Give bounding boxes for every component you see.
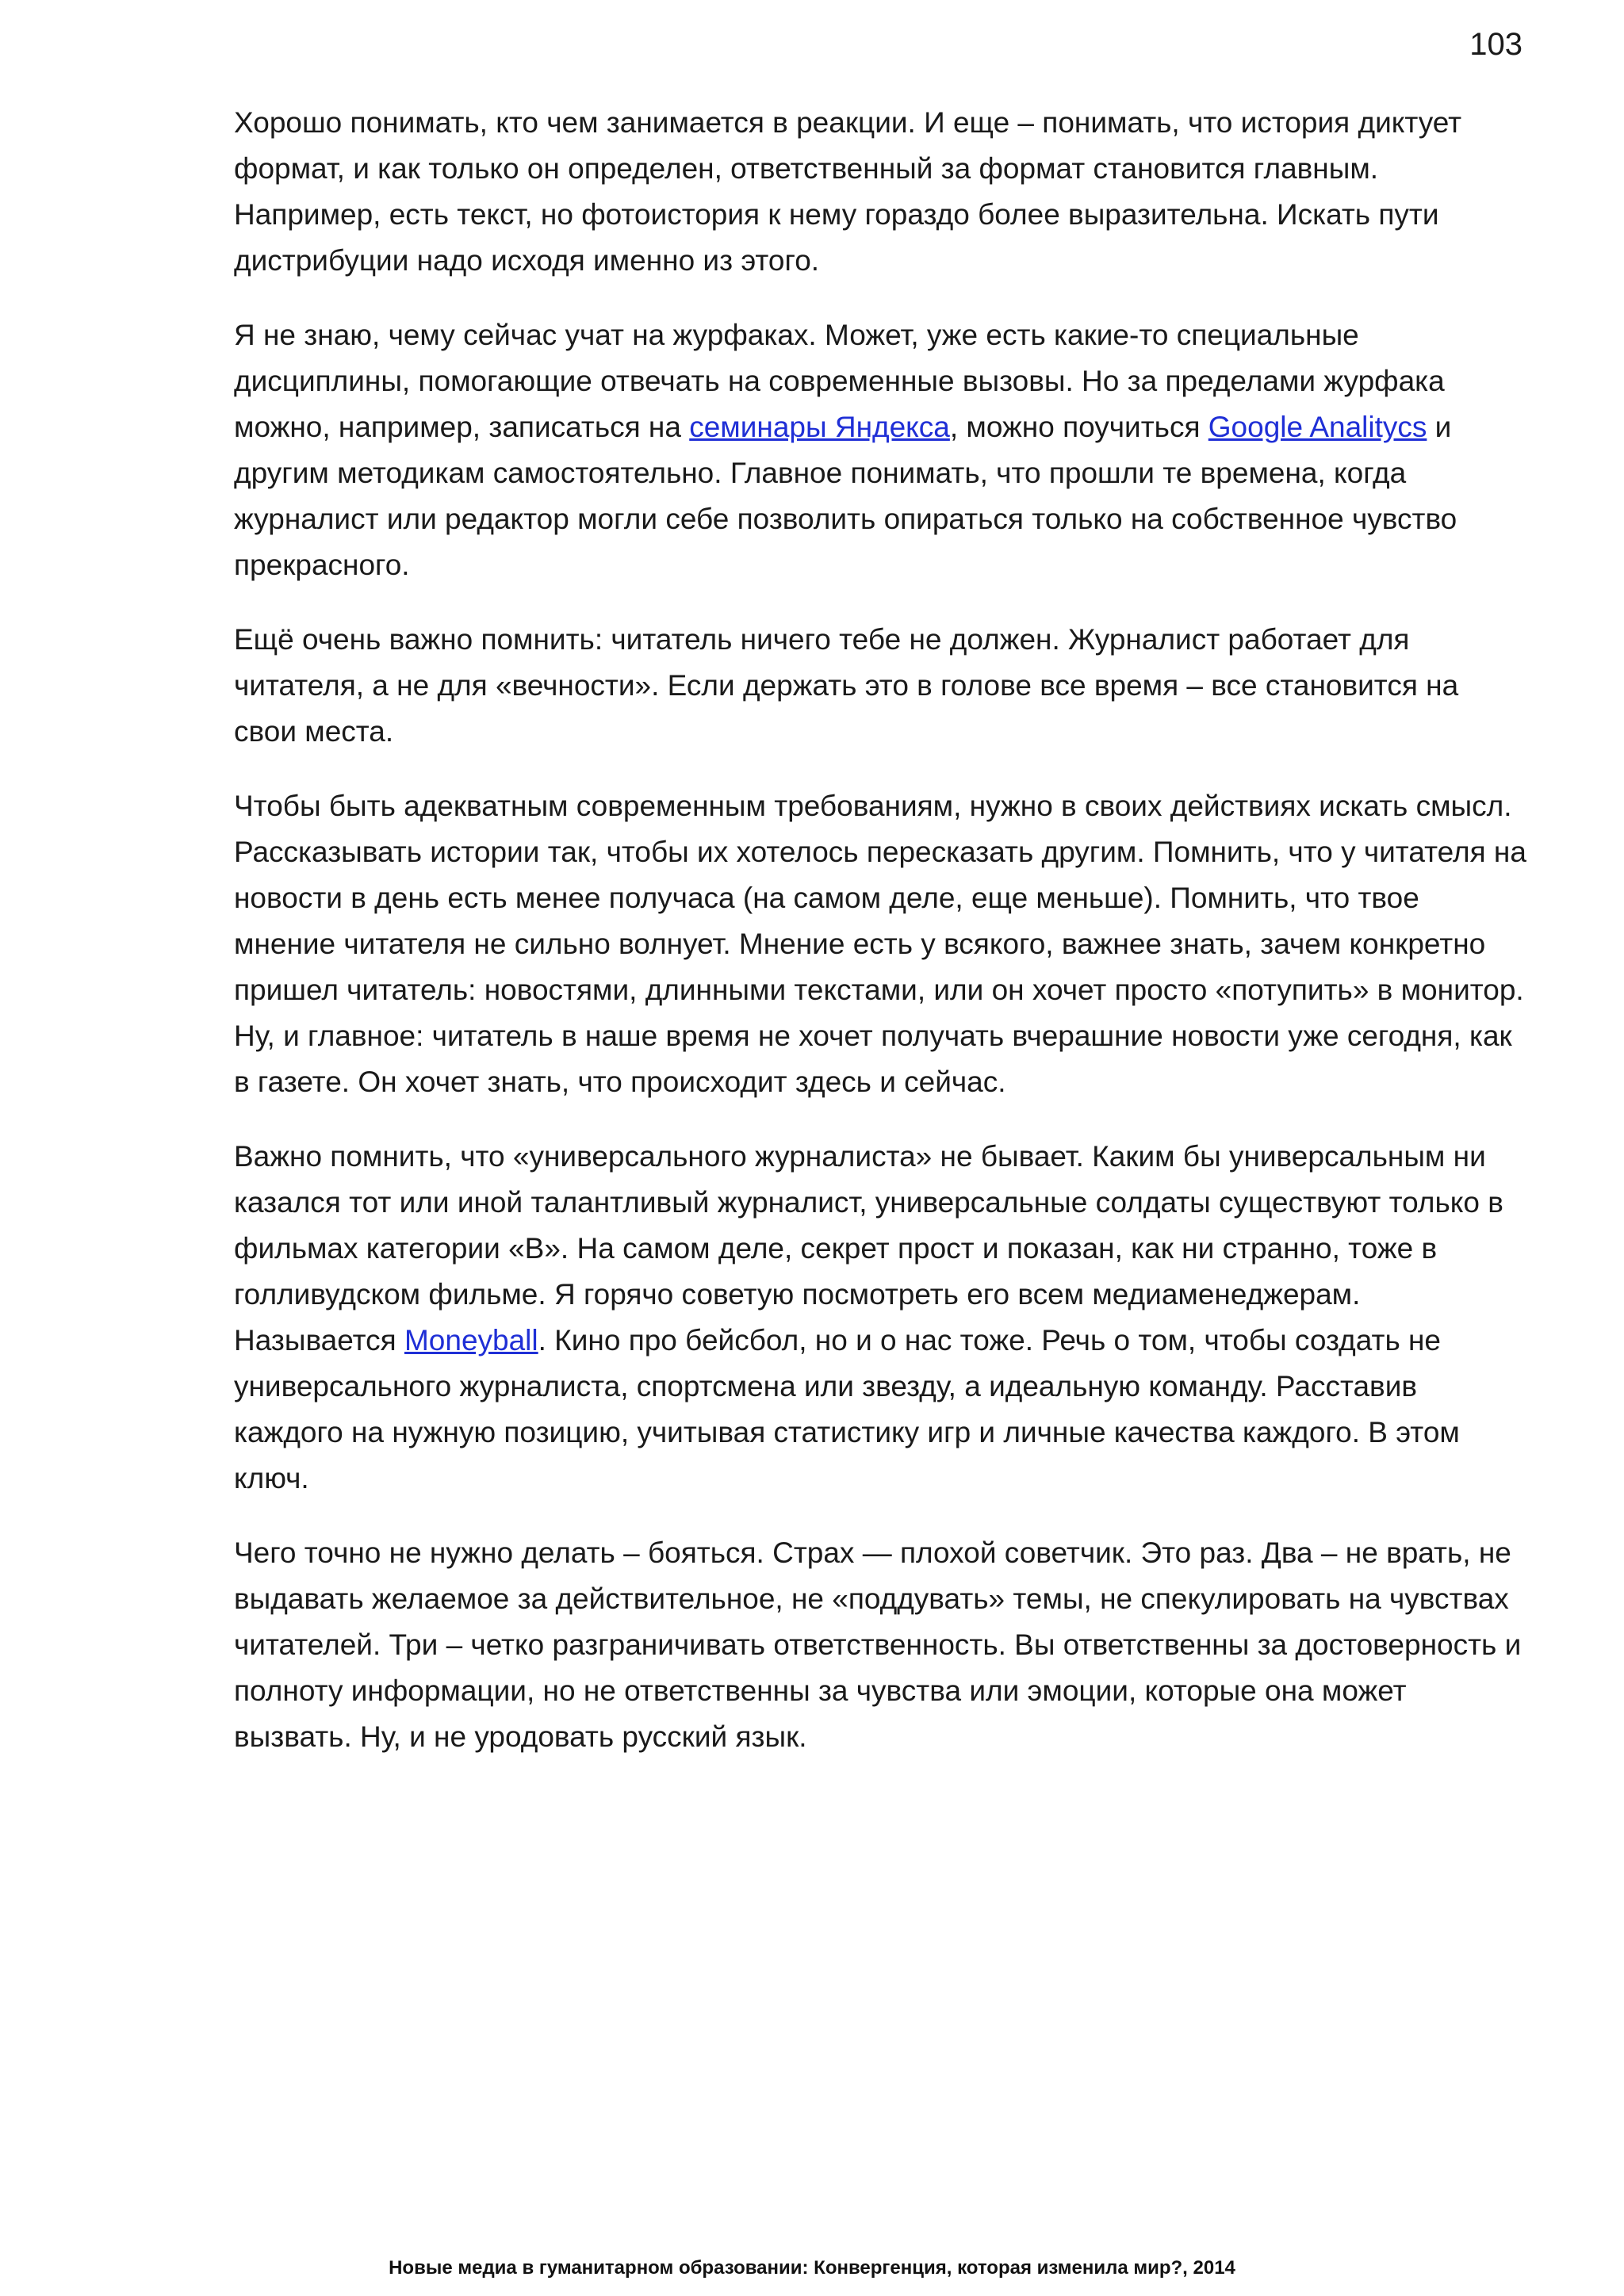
google-analytics-link[interactable]: Google Analitycs: [1208, 411, 1427, 443]
paragraph-2-text-3: и другим методикам самостоятельно. Главное понимать, что прошли те времена, когда журналист или редактор могли себе позволить опираться только на собственное чувство прекрасного.: [234, 411, 1457, 581]
moneyball-link[interactable]: Moneyball: [404, 1324, 538, 1357]
page-number: 103: [1469, 27, 1522, 62]
paragraph-2-text-1: Я не знаю, чему сейчас учат на журфаках. Может, уже есть какие-то специальные дисциплины, помогающие отвечать на современные вызовы. Но за пределами журфака можно, например, записаться на: [234, 319, 1445, 443]
page-footer: Новые медиа в гуманитарном образовании: Конвергенция, которая изменила мир?, 2014: [389, 2257, 1235, 2279]
document-body: [234, 100, 1526, 1789]
paragraph-3: Ещё очень важно помнить: читатель ничего тебе не должен. Журналист работает для читателя, а не для «вечности». Если держать это в голове все время – все становится на свои места.: [234, 623, 1459, 748]
paragraph-5: [234, 1134, 1526, 1502]
paragraph-6: Чего точно не нужно делать – бояться. Страх — плохой советчик. Это раз. Два – не врать, не выдавать желаемое за действительное, не «поддувать» темы, не спекулировать на чувствах читателей. Три – четко разграничивать ответственность. Вы ответственны за достоверность и полноту информации, но не ответственны за чувства или эмоции, которые она может вызвать. Ну, и не уродовать русский язык.: [234, 1536, 1522, 1753]
paragraph-1: Хорошо понимать, кто чем занимается в реакции. И еще – понимать, что история диктует формат, и как только он определен, ответственный за формат становится главным. Например, есть текст, но фотоистория к нему гораздо более выразительна. Искать пути дистрибуции надо исходя именно из этого.: [234, 106, 1462, 277]
paragraph-2-text-2: , можно поучиться: [949, 411, 1208, 443]
paragraph-5-text-2: . Кино про бейсбол, но и о нас тоже. Речь о том, чтобы создать не универсального журналиста, спортсмена или звезду, а идеальную команду. Расставив каждого на нужную позицию, учитывая статистику игр и личные качества каждого. В этом ключ.: [234, 1324, 1460, 1494]
paragraph-5-text-1: Важно помнить, что «универсального журналиста» не бывает. Каким бы универсальным ни казался тот или иной талантливый журналист, универсальные солдаты существуют только в фильмах категории «В». На самом деле, секрет прост и показан, как ни странно, тоже в голливудском фильме. Я горячо советую посмотреть его всем медиаменеджерам. Называется: [234, 1140, 1503, 1357]
paragraph-2: [234, 312, 1526, 588]
yandex-seminars-link[interactable]: семинары Яндекса: [689, 411, 950, 443]
paragraph-4: Чтобы быть адекватным современным требованиям, нужно в своих действиях искать смысл. Рассказывать истории так, чтобы их хотелось пересказать другим. Помнить, что у читателя на новости в день есть менее получаса (на самом деле, еще меньше). Помнить, что твое мнение читателя не сильно волнует. Мнение есть у всякого, важнее знать, зачем конкретно пришел читатель: новостями, длинными текстами, или он хочет просто «потупить» в монитор. Ну, и главное: читатель в наше время не хочет получать вчерашние новости уже сегодня, как в газете. Он хочет знать, что происходит здесь и сейчас.: [234, 790, 1526, 1098]
